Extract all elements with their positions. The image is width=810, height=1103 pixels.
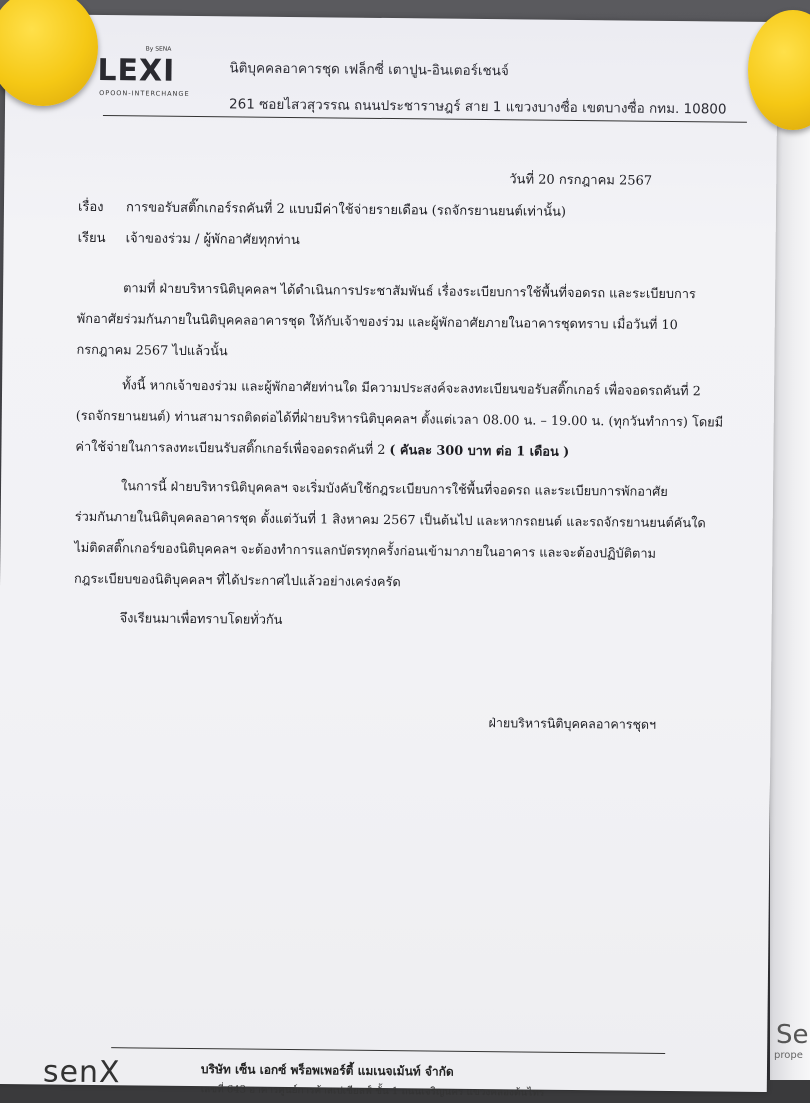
paragraph-line: พักอาศัยร่วมกันภายในนิติบุคคลอาคารชุด ให้กับเจ้าของร่วม และผู้พักอาศัยภายในอาคารชุดทราบ เมื่อวันที่ 10 [76, 311, 678, 334]
logo-word: LEXI [97, 52, 176, 89]
adjacent-logo-sub: prope [774, 1050, 803, 1061]
paragraph-line: ตามที่ ฝ่ายบริหารนิติบุคคลฯ ได้ดำเนินการประชาสัมพันธ์ เรื่องระเบียบการใช้พื้นที่จอดรถ และระเบียบการ [123, 281, 696, 303]
show-through-text [106, 971, 666, 977]
adjacent-logo: Se [776, 1020, 809, 1050]
show-through-text [107, 897, 667, 903]
org-name: นิติบุคคลอาคารชุด เฟล็กซี่ เตาปูน-อินเตอร์เชนจ์ [229, 60, 509, 80]
org-address: 261 ซอยไสวสุวรรณ ถนนประชาราษฎร์ สาย 1 แขวงบางซื่อ เขตบางซื่อ กทม. 10800 [228, 96, 727, 118]
notice-paper [0, 14, 778, 1099]
paragraph-line: กรกฎาคม 2567 ไปแล้วนั้น [76, 342, 228, 360]
fee-intro: ค่าใช้จ่ายในการลงทะเบียนรับสติ๊กเกอร์เพื่อจอดรถคันที่ 2 [75, 439, 386, 458]
show-through-text [106, 947, 666, 953]
flexi-logo [89, 45, 200, 102]
senx-logo: senX [42, 1054, 121, 1091]
closing-line: จึงเรียนมาเพื่อทราบโดยทั่วกัน [119, 611, 283, 628]
paragraph-line: ในการนี้ ฝ่ายบริหารนิติบุคคลฯ จะเริ่มบังคับใช้กฎระเบียบการใช้พื้นที่จอดรถ และระเบียบการพักอาศัย [120, 479, 668, 500]
paragraph-line: ร่วมกันภายในนิติบุคคลอาคารชุด ตั้งแต่วันที่ 1 สิงหาคม 2567 เป็นต้นไป และหากรถยนต์ และรถจักรยานยนต์คันใด [74, 509, 706, 532]
paragraph-line: ไม่ติดสติ๊กเกอร์ของนิติบุคคลฯ จะต้องทำการแลกบัตรทุกครั้งก่อนเข้ามาภายในอาคาร และจะต้องปฏิบัติตาม [74, 540, 657, 562]
paragraph-line: กฎระเบียบของนิติบุคคลฯ ที่ได้ประกาศไปแล้วอย่างเคร่งครัด [74, 571, 401, 591]
letter-date: วันที่ 20 กรกฎาคม 2567 [509, 172, 653, 189]
footer-address: เลขที่ 643 อาคารศูนย์การค้าสเปเชียลฟ์ ชั้น 1 ถนนเจริญนคร แขวงคลองต้นไทร [200, 1084, 545, 1099]
letterhead [229, 56, 727, 119]
recipient-label: เรียน [77, 230, 106, 247]
paragraph-line: (รถจักรยานยนต์) ท่านสามารถติดต่อได้ที่ฝ่ายบริหารนิติบุคคลฯ ตั้งแต่เวลา 08.00 น. – 19.00 น. (ทุกวันทำการ) โดยมี [75, 408, 724, 431]
signature: ฝ่ายบริหารนิติบุคคลอาคารชุดฯ [488, 715, 657, 732]
logo-subtitle: OPOON-INTERCHANGE [99, 88, 190, 98]
adjacent-paper [770, 120, 810, 1080]
logo-by-sena: By SENA [145, 45, 172, 53]
paragraph-line: ทั้งนี้ หากเจ้าของร่วม และผู้พักอาศัยท่านใด มีความประสงค์จะลงทะเบียนขอรับสติ๊กเกอร์ เพื่อจอดรถคันที่ 2 [122, 378, 701, 400]
subject-text: การขอรับสติ๊กเกอร์รถคันที่ 2 แบบมีค่าใช้จ่ายรายเดือน (รถจักรยานยนต์เท่านั้น) [125, 200, 567, 220]
footer-divider [111, 1047, 665, 1054]
footer-company: บริษัท เซ็น เอกซ์ พร็อพเพอร์ตี้ แมเนจเม้นท์ จำกัด [200, 1062, 454, 1079]
paragraph-1 [76, 273, 727, 373]
fee-amount: ( คันละ 300 บาท ต่อ 1 เดือน ) [389, 443, 570, 460]
subject-label: เรื่อง [77, 199, 104, 216]
recipient-text: เจ้าของร่วม / ผู้พักอาศัยทุกท่าน [125, 231, 300, 249]
paragraph-3 [74, 471, 725, 602]
paragraph-2 [75, 370, 726, 470]
show-through-text [107, 865, 667, 871]
